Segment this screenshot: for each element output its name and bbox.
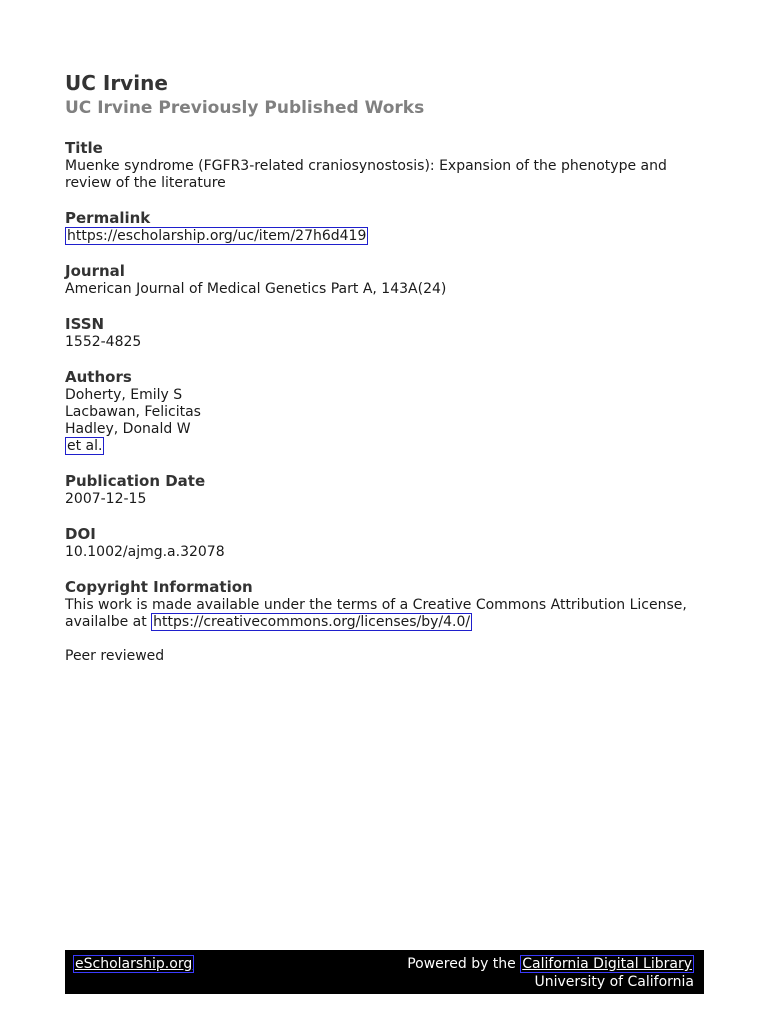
permalink-label: Permalink [65,209,151,227]
journal-section [65,261,705,298]
copyright-text-prefix: availalbe at [65,614,152,630]
permalink-section [65,208,705,245]
more-authors-link[interactable]: et al. [67,438,103,454]
escholarship-link[interactable]: eScholarship.org [75,956,193,972]
publication-date-label: Publication Date [65,472,206,490]
footer-bar [65,950,704,994]
collection-name: UC Irvine Previously Published Works [65,98,425,118]
journal-value: American Journal of Medical Genetics Part A, 143A(24) [65,281,447,297]
peer-reviewed-status: Peer reviewed [65,648,165,664]
publication-date-section [65,471,705,508]
author-name: Doherty, Emily S [65,387,183,403]
cdl-link[interactable]: California Digital Library [522,956,692,972]
title-value: Muenke syndrome (FGFR3-related craniosynostosis): Expansion of the phenotype and review of the literature [65,158,667,191]
license-link[interactable]: https://creativecommons.org/licenses/by/4.0/ [153,614,471,630]
authors-label: Authors [65,368,132,386]
copyright-text [65,597,705,631]
doi-value: 10.1002/ajmg.a.32078 [65,544,225,560]
issn-label: ISSN [65,315,105,333]
title-section [65,138,705,192]
authors-section [65,367,705,455]
copyright-section [65,577,705,631]
title-label: Title [65,139,103,157]
author-name: Lacbawan, Felicitas [65,404,201,420]
author-name: Hadley, Donald W [65,421,191,437]
university-name: University of California [534,974,694,990]
copyright-text-line1: This work is made available under the terms of a Creative Commons Attribution License, [65,597,687,613]
issn-section [65,314,705,351]
copyright-label: Copyright Information [65,578,253,596]
permalink-link[interactable]: https://escholarship.org/uc/item/27h6d419 [67,228,367,244]
powered-by-text: Powered by the [407,956,521,972]
publication-date-value: 2007-12-15 [65,491,147,507]
journal-label: Journal [65,262,125,280]
issn-value: 1552-4825 [65,334,142,350]
doi-section [65,524,705,561]
record-page [65,70,705,665]
doi-label: DOI [65,525,96,543]
institution-name: UC Irvine [65,71,168,95]
